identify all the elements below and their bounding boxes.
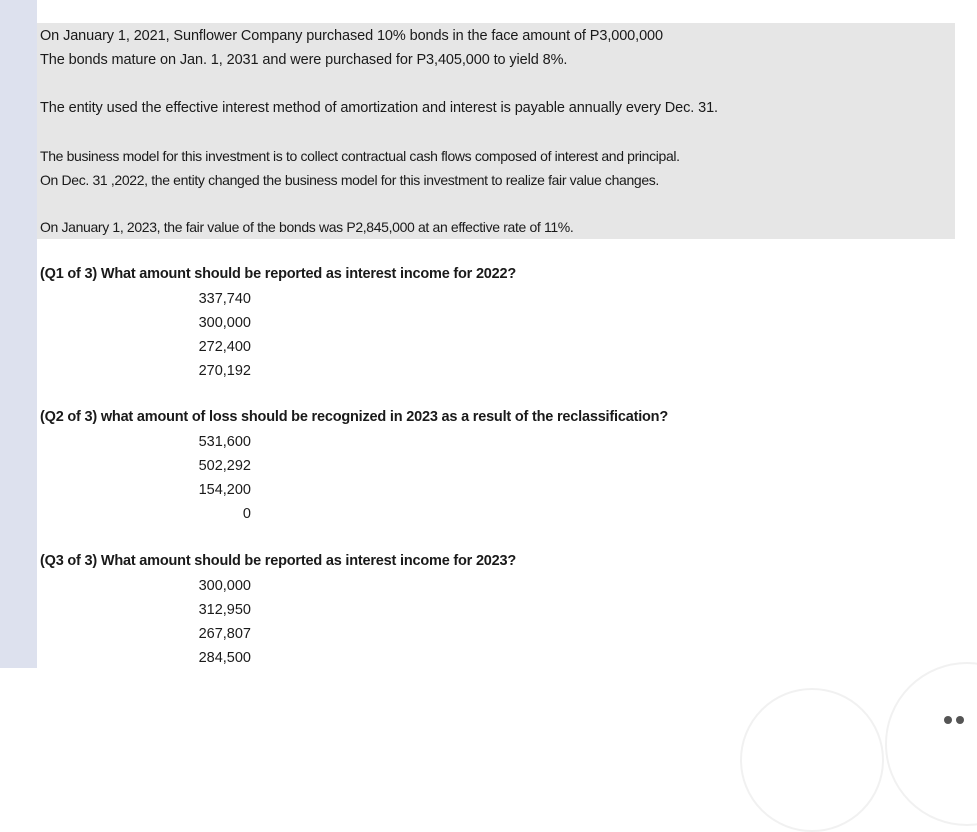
question-3-option-a[interactable]: 300,000 [198,578,251,594]
decorative-arc [885,662,977,826]
problem-line-5: On Dec. 31 ,2022, the entity changed the business model for this investment to realize fair value changes. [40,172,659,188]
question-1-option-c[interactable]: 272,400 [198,339,251,355]
left-margin-bar [0,0,37,668]
problem-line-2: The bonds mature on Jan. 1, 2031 and were purchased for P3,405,000 to yield 8%. [40,52,568,68]
question-2-option-a[interactable]: 531,600 [198,434,251,450]
question-2-option-b[interactable]: 502,292 [198,458,251,474]
question-1-option-a[interactable]: 337,740 [198,291,251,307]
problem-line-4: The business model for this investment is to collect contractual cash flows composed of interest and principal. [40,148,680,164]
problem-line-6: On January 1, 2023, the fair value of the bonds was P2,845,000 at an effective rate of 11%. [40,219,574,235]
question-3-option-c[interactable]: 267,807 [198,626,251,642]
more-dots-icon[interactable] [944,716,952,724]
problem-line-3: The entity used the effective interest method of amortization and interest is payable annually every Dec. 31. [40,100,718,116]
decorative-arc [740,688,884,832]
question-2-option-d[interactable]: 0 [242,506,251,522]
question-1-option-d[interactable]: 270,192 [198,363,251,379]
question-1-prompt: (Q1 of 3) What amount should be reported as interest income for 2022? [40,266,517,282]
question-1-option-b[interactable]: 300,000 [198,315,251,331]
more-dots-icon[interactable] [956,716,964,724]
problem-line-1: On January 1, 2021, Sunflower Company purchased 10% bonds in the face amount of P3,000,000 [40,28,663,44]
question-3-prompt: (Q3 of 3) What amount should be reported as interest income for 2023? [40,553,517,569]
question-2-prompt: (Q2 of 3) what amount of loss should be recognized in 2023 as a result of the reclassification? [40,409,668,425]
question-2-option-c[interactable]: 154,200 [198,482,251,498]
question-3-option-d[interactable]: 284,500 [198,650,251,666]
question-3-option-b[interactable]: 312,950 [198,602,251,618]
